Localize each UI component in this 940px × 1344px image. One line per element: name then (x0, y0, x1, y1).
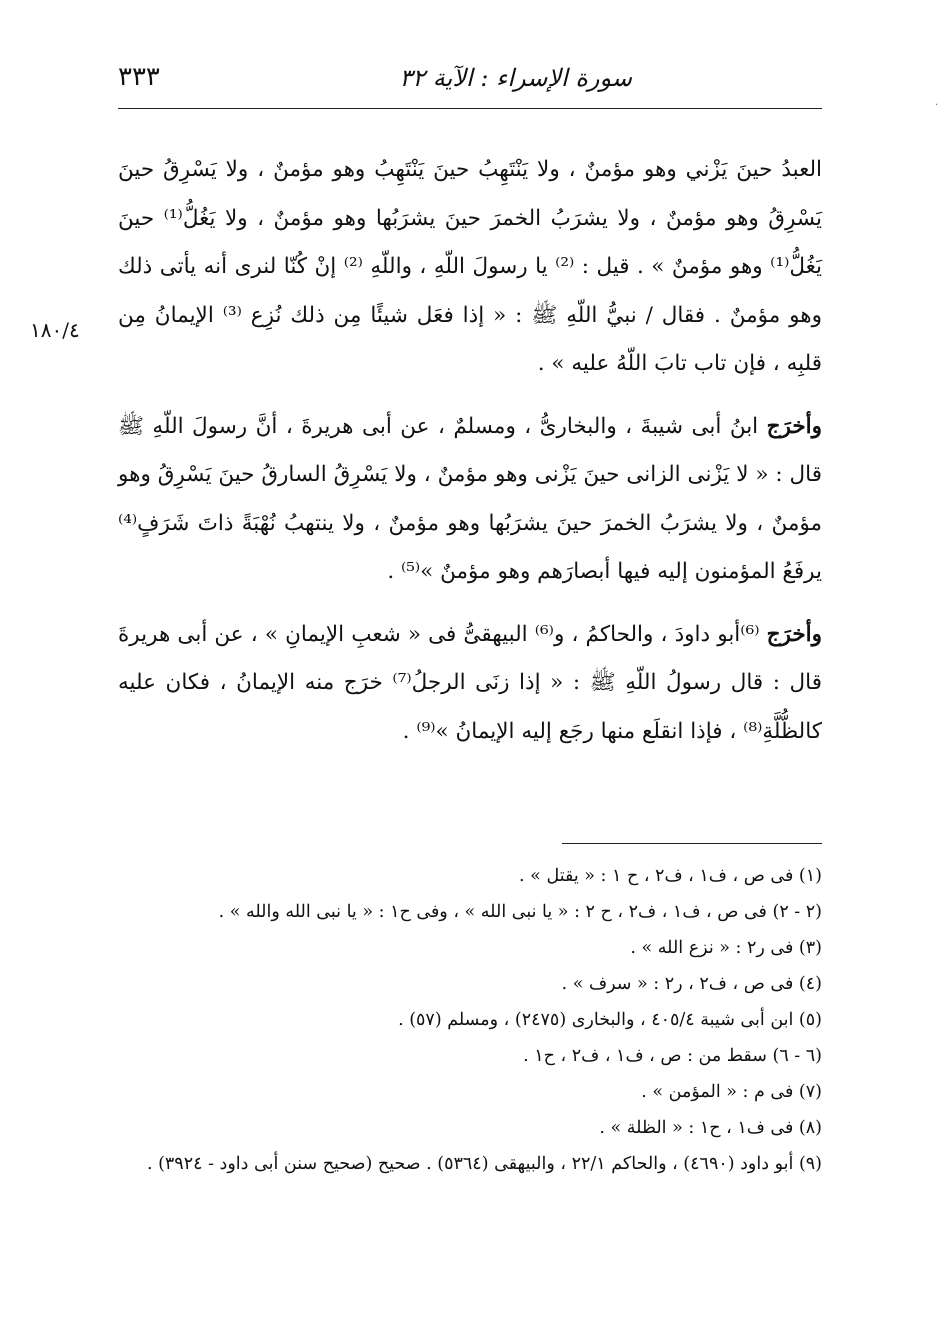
footnote-4: (٤) فى ص ، ف٢ ، ر٢ : « سرف » . (561, 974, 822, 994)
footnote-3: (٣) فى ر٢ : « نزع الله » . (630, 938, 822, 958)
footnote-7: (٧) فى م : « المؤمن » . (641, 1082, 822, 1102)
surah-title: سورة الإسراء : الآية ٣٢ (399, 64, 632, 92)
paragraph-text: العبدُ حينَ يَزْني وهو مؤمنٌ ، ولا يَنْتَهِبُ حينَ يَنْتَهِبُ وهو مؤمنٌ ، ولا يَسْرِقُ حينَ يَسْرِقُ وهو مؤمنٌ ، ولا يشرَبُ الخمرَ حينَ يشرَبُها وهو مؤمنٌ ، ولا يَغُلُّ⁽¹⁾ حينَ يَغُلُّ⁽¹⁾ وهو مؤمنٌ » . قيل : ⁽²⁾ يا رسولَ اللّهِ ، واللّهِ ⁽²⁾ إنْ كُنّا لنرى أنه يأتى ذلك وهو مؤمنٌ . فقال / نبيُّ اللّهِ ﷺ : « إذا فعَل شيئًا مِن ذلك نُزِع ⁽³⁾ الإيمانُ مِن قلبِه ، فإن تاب تابَ اللّهُ عليه » . (118, 157, 822, 376)
paragraph-text: ⁽⁶⁾أبو داودَ ، والحاكمُ ، و⁽⁶⁾ البيهقىُّ فى « شعبِ الإيمانِ » ، عن أبى هريرةَ قال : قال رسولُ اللّهِ ﷺ : « إذا زنَى الرجلُ⁽⁷⁾ خرَج منه الإيمانُ ، فكان عليه كالظُّلَّةِ⁽⁸⁾ ، فإذا انقلَع منها رجَع إليه الإيمانُ »⁽⁹⁾ . (118, 621, 823, 744)
paragraph-text: ابنُ أبى شيبةَ ، والبخارىُّ ، ومسلمٌ ، عن أبى هريرةَ ، أنَّ رسولَ اللّهِ ﷺ قال : « لا يَزْنى الزانى حينَ يَزْنى وهو مؤمنٌ ، ولا يَسْرِقُ السارقُ حينَ يَسْرِقُ وهو مؤمنٌ ، ولا يشرَبُ الخمرَ حينَ يشرَبُها وهو مؤمنٌ ، ولا ينتهبُ نُهْبَةً ذاتَ شَرَفٍ⁽⁴⁾ يرفَعُ المؤمنون إليه فيها أبصارَهم وهو مؤمنٌ »⁽⁵⁾ . (118, 413, 822, 584)
paragraph-1 (118, 146, 822, 389)
footnote-6: (٦ - ٦) سقط من : ص ، ف١ ، ف٢ ، ح١ . (523, 1046, 822, 1066)
footnote-9: (٩) أبو داود (٤٦٩٠) ، والحاكم ٢٢/١ ، والبيهقى (٥٣٦٤) . صحيح (صحيح سنن أبى داود - ٣٩٢٤) . (146, 1154, 822, 1174)
paragraph-3 (118, 611, 822, 757)
footnote-divider (562, 843, 822, 844)
header-divider (118, 108, 822, 109)
footnote-1: (١) فى ص ، ف١ ، ف٢ ، ح ١ : « يقتل » . (519, 866, 822, 886)
footnote-5: (٥) ابن أبى شيبة ٤٠٥/٤ ، والبخارى (٢٤٧٥) ، ومسلم (٥٧) . (398, 1010, 822, 1030)
main-text (118, 146, 822, 756)
paragraph-2 (118, 403, 822, 597)
footnote-2: (٢ - ٢) فى ص ، ف١ ، ف٢ ، ح ٢ : « يا نبى الله » ، وفى ح١ : « يا نبى الله والله » . (218, 902, 822, 922)
page-number: ٣٣٣ (118, 62, 160, 92)
paragraph-lead: وأخرَج (766, 413, 822, 439)
footnotes (118, 858, 822, 1182)
footnote-8: (٨) فى ف١ ، ح١ : « الظلة » . (599, 1118, 822, 1138)
edge-mark: · (934, 100, 938, 111)
margin-reference: ١٨٠/٤ (30, 318, 80, 342)
running-header (118, 60, 822, 104)
paragraph-lead: وأخرَج (766, 621, 822, 647)
